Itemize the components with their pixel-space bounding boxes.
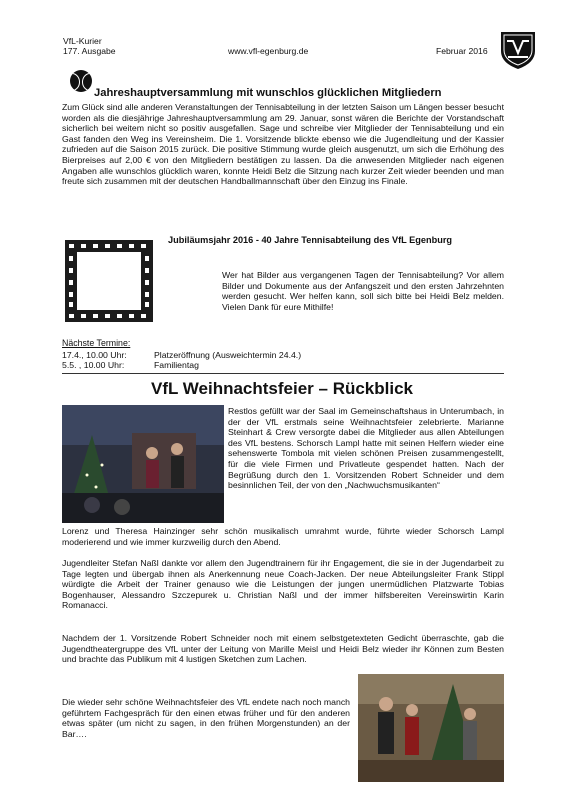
article2-paragraph-4: Die wieder sehr schöne Weihnachtsfeier des VfL endete nach noch manch geführtem Fachgespräch für den einen etwas früher und für den anderen etwas später (um nicht zu sagen, in den frühen Morgenstunden) an der Bar….	[62, 697, 350, 739]
website-url: www.vfl-egenburg.de	[228, 46, 309, 56]
article1-title: Jahreshauptversammlung mit wunschlos glücklichen Mitgliedern	[94, 87, 442, 99]
publication-name: VfL-Kurier	[63, 36, 102, 46]
jubilee-body: Wer hat Bilder aus vergangenen Tagen der Tennisabteilung? Vor allem Bilder und Dokumente aus der Anfangszeit und den ersten Jahrzehnten werden gesucht. Wer helfen kann, soll sich bitte bei Heidi Belz melden. Vielen Dank für eure Mithilfe!	[222, 270, 504, 312]
article2-paragraph-2: Jugendleiter Stefan Naßl dankte vor allem den Jugendtrainern für ihr Engagement, die sie in der Jugendarbeit zu Tage legten und übergab ihnen als Anerkennung neue Coach-Jacken. Der neue Abteilungsleiter Frank Stippl würdigte die Arbeit der Trainer genauso wie die Leistungen der jungen unermüdlichen Platzwarte Tobias Bogenhauser, Alessandro Szczepurek u. Christian Naßl und der immer hilfsbereiten Vereinswirtin Karin Romanacci.	[62, 558, 504, 611]
christmas-party-photo-2	[358, 674, 504, 782]
header-left	[63, 36, 116, 56]
termine-heading: Nächste Termine:	[62, 338, 131, 348]
divider	[62, 373, 504, 374]
photo-tree-icon	[358, 674, 504, 782]
table-row	[62, 360, 301, 370]
jubilee-title: Jubiläumsjahr 2016 - 40 Jahre Tennisabteilung des VfL Egenburg	[168, 235, 453, 245]
termin-when: 5.5. , 10.00 Uhr:	[62, 360, 125, 371]
article1-body: Zum Glück sind alle anderen Veranstaltungen der Tennisabteilung in der letzten Saison um Längen besser besucht worden als die diesjährige Jahreshauptversammlung am 29. Januar, sonst wären die Berichte der Vorstandschaft sicherlich bei weitem nicht so positiv ausgefallen. Sage und schreibe vier Mitglieder der Tennisabteilung und ein Gast fanden den Weg ins Vereinsheim. Die 1. Vorsitzende blickte ebenso wie die Jugendleitung und der Kassier zufrieden auf die Saison 2015 zurück. Die positive Stimmung wurde gleich ausgenutzt, um sich die Erhöhung des Bierpreises auf 2,00 € von den Mitgliedern bestätigen zu lassen. Da die anwesenden Mitglieder nach eigenen Angaben alle wunschlos glücklich waren, konnte Heidi Belz die Sitzung nach kurzer Zeit wieder beenden und man freute sich zusammen mit der deutschen Handballmannschaft über den Einzug ins Finale.	[62, 102, 504, 187]
issue-number: 177. Ausgabe	[63, 46, 116, 56]
club-logo	[497, 29, 539, 76]
termin-what: Platzeröffnung (Ausweichtermin 24.4.)	[154, 350, 302, 360]
table-row	[62, 350, 301, 360]
termine-table	[62, 350, 301, 371]
filmstrip-icon	[61, 236, 157, 326]
photo-stage-icon	[62, 405, 224, 523]
article2-full-text: Lorenz und Theresa Hainzinger sehr schön musikalisch umrahmt wurde, führte wieder Schorsch Lampl moderierend und wie immer kurzweilig durch den Abend.	[62, 526, 504, 547]
filmstrip-image	[61, 236, 157, 326]
article2-title: VfL Weihnachtsfeier – Rückblick	[150, 379, 413, 398]
termin-what: Familientag	[154, 360, 199, 371]
christmas-party-photo-1	[62, 405, 224, 523]
article2-side-text: Restlos gefüllt war der Saal im Gemeinschaftshaus in Unterumbach, in der der VfL erstmals seine Weihnachtsfeier zelebrierte. Marianne Steinhart & Crew versorgte dabei die Mitglieder aus allen Abteilungen des VfL bestens. Schorsch Lampl hatte mit seinen Helfern wieder eine sehenswerte Tombola mit vielen schönen Preisen zusammengestellt, für die viele Firmen und Privatleute gespendet hatten. Nach der Begrüßung durch den 1. Vorsitzenden Robert Schneider und dem besinnlichen Teil, der von den „Nachwuchsmusikanten“	[228, 406, 504, 491]
issue-date: Februar 2016	[436, 46, 488, 56]
termin-when: 17.4., 10.00 Uhr:	[62, 350, 127, 360]
club-shield-icon	[497, 29, 539, 71]
article2-paragraph-3: Nachdem der 1. Vorsitzende Robert Schneider noch mit einem selbstgetexteten Gedicht überraschte, gab die Jugendtheatergruppe des VfL unter der Leitung von Marille Meisl und Heidi Belz wieder ihr Können zum Besten und brachte das Publikum mit 4 lustigen Sketchen zum Lachen.	[62, 633, 504, 665]
tennis-ball-icon	[70, 70, 92, 92]
